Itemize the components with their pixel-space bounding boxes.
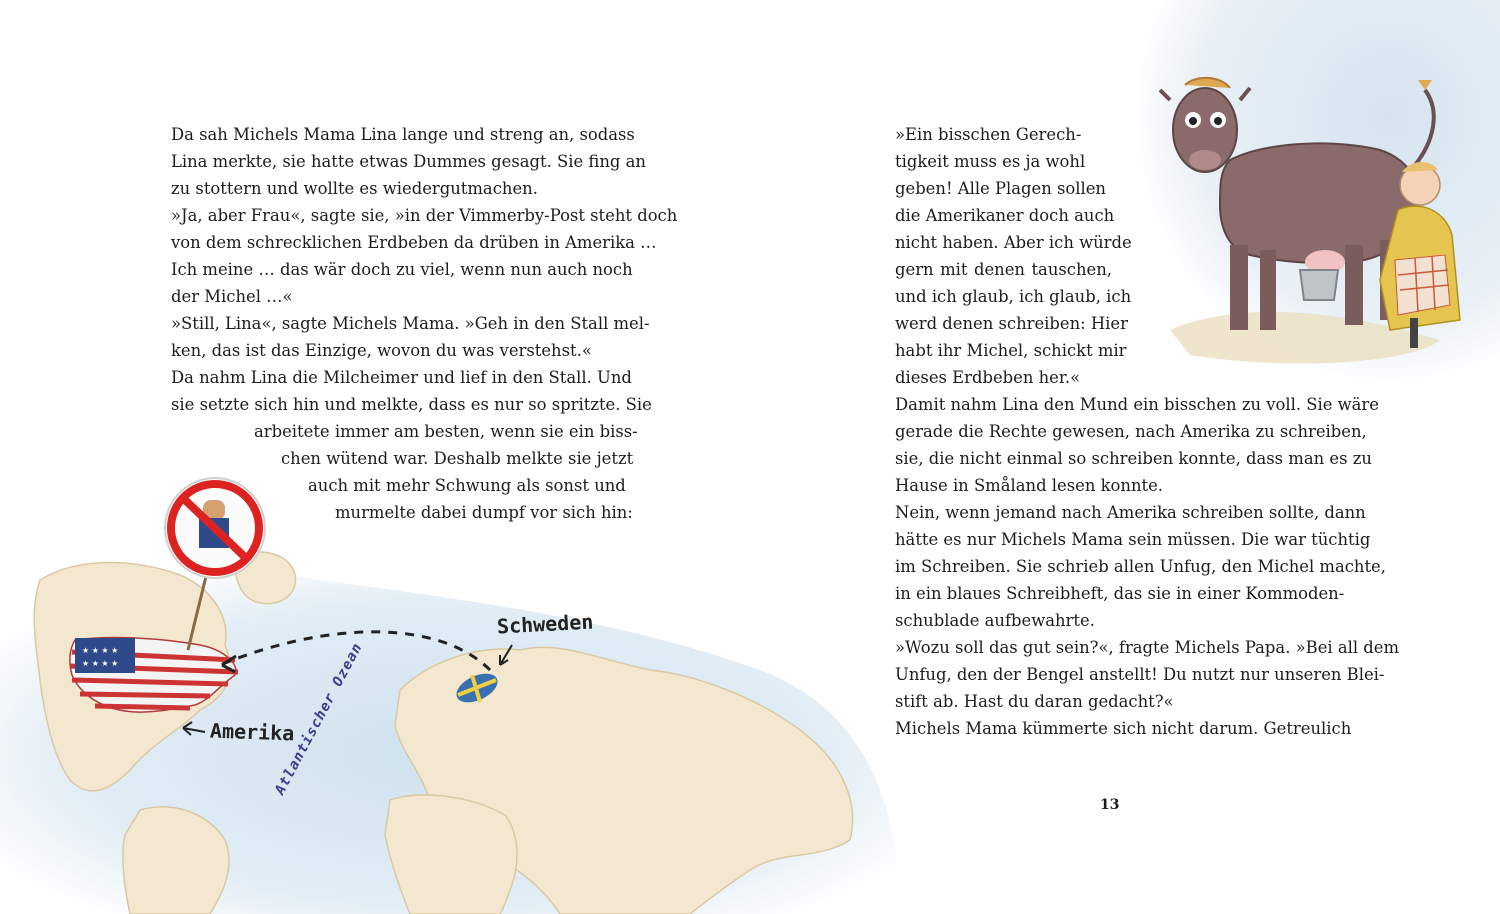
text-line: Hause in Småland lesen konnte. bbox=[895, 476, 1163, 495]
text-line: geben! Alle Plagen sollen bbox=[895, 179, 1106, 198]
svg-text:★ ★ ★ ★: ★ ★ ★ ★ bbox=[82, 659, 119, 668]
map-label-ozean: Atlantischer Ozean bbox=[272, 640, 366, 798]
text-line: schublade aufbewahrte. bbox=[895, 611, 1095, 630]
text-line: sie setzte sich hin und melkte, dass es nur so spritzte. Sie bbox=[171, 395, 652, 414]
text-line: Damit nahm Lina den Mund ein bisschen zu voll. Sie wäre bbox=[895, 395, 1379, 414]
cow-milking-illustration bbox=[1080, 0, 1500, 400]
text-line: zu stottern und wollte es wiedergutmachen. bbox=[171, 179, 538, 198]
text-line: nicht haben. Aber ich würde bbox=[895, 233, 1132, 252]
text-line: »Wozu soll das gut sein?«, fragte Michels Papa. »Bei all dem bbox=[895, 638, 1400, 657]
text-line: arbeitete immer am besten, wenn sie ein biss- bbox=[254, 422, 638, 441]
text-line: von dem schrecklichen Erdbeben da drüben in Amerika … bbox=[171, 233, 657, 252]
map-label-amerika: Amerika bbox=[209, 718, 295, 746]
text-line: »Ja, aber Frau«, sagte sie, »in der Vimmerby-Post steht doch bbox=[171, 206, 678, 225]
svg-text:★ ★ ★ ★: ★ ★ ★ ★ bbox=[82, 646, 119, 655]
text-line: ken, das ist das Einzige, wovon du was verstehst.« bbox=[171, 341, 592, 360]
text-line: »Still, Lina«, sagte Michels Mama. »Geh in den Stall mel- bbox=[171, 314, 650, 333]
text-line: sie, die nicht einmal so schreiben konnte, dass man es zu bbox=[895, 449, 1372, 468]
text-line: habt ihr Michel, schickt mir bbox=[895, 341, 1127, 360]
page-number: 13 bbox=[1100, 797, 1120, 813]
text-line: »Ein bisschen Gerech- bbox=[895, 125, 1082, 144]
text-line: im Schreiben. Sie schrieb allen Unfug, den Michel machte, bbox=[895, 557, 1386, 576]
text-line: stift ab. Hast du daran gedacht?« bbox=[895, 692, 1174, 711]
text-line: gern mit denen tauschen, bbox=[895, 260, 1112, 279]
text-line: Da nahm Lina die Milcheimer und lief in den Stall. Und bbox=[171, 368, 632, 387]
text-line: in ein blaues Schreibheft, das sie in einer Kommoden- bbox=[895, 584, 1345, 603]
text-line: Ich meine … das wär doch zu viel, wenn nun auch noch bbox=[171, 260, 633, 279]
text-line: dieses Erdbeben her.« bbox=[895, 368, 1081, 387]
text-line: der Michel …« bbox=[171, 287, 293, 306]
text-line: tigkeit muss es ja wohl bbox=[895, 152, 1086, 171]
text-line: murmelte dabei dumpf vor sich hin: bbox=[335, 503, 633, 522]
no-michel-sign bbox=[165, 478, 265, 578]
text-line: Nein, wenn jemand nach Amerika schreiben sollte, dann bbox=[895, 503, 1366, 522]
text-line: chen wütend war. Deshalb melkte sie jetzt bbox=[281, 449, 634, 468]
text-line: Da sah Michels Mama Lina lange und streng an, sodass bbox=[171, 125, 635, 144]
text-line: werd denen schreiben: Hier bbox=[895, 314, 1128, 333]
text-line: und ich glaub, ich glaub, ich bbox=[895, 287, 1132, 306]
text-line: auch mit mehr Schwung als sonst und bbox=[308, 476, 626, 495]
text-line: hätte es nur Michels Mama sein müssen. Die war tüchtig bbox=[895, 530, 1371, 549]
text-line: Unfug, den der Bengel anstellt! Du nutzt nur unseren Blei- bbox=[895, 665, 1385, 684]
text-line: Michels Mama kümmerte sich nicht darum. Getreulich bbox=[895, 719, 1352, 738]
text-line: die Amerikaner doch auch bbox=[895, 206, 1115, 225]
map-label-schweden: Schweden bbox=[496, 609, 594, 639]
text-line: gerade die Rechte gewesen, nach Amerika zu schreiben, bbox=[895, 422, 1367, 441]
text-line: Lina merkte, sie hatte etwas Dummes gesagt. Sie fing an bbox=[171, 152, 646, 171]
